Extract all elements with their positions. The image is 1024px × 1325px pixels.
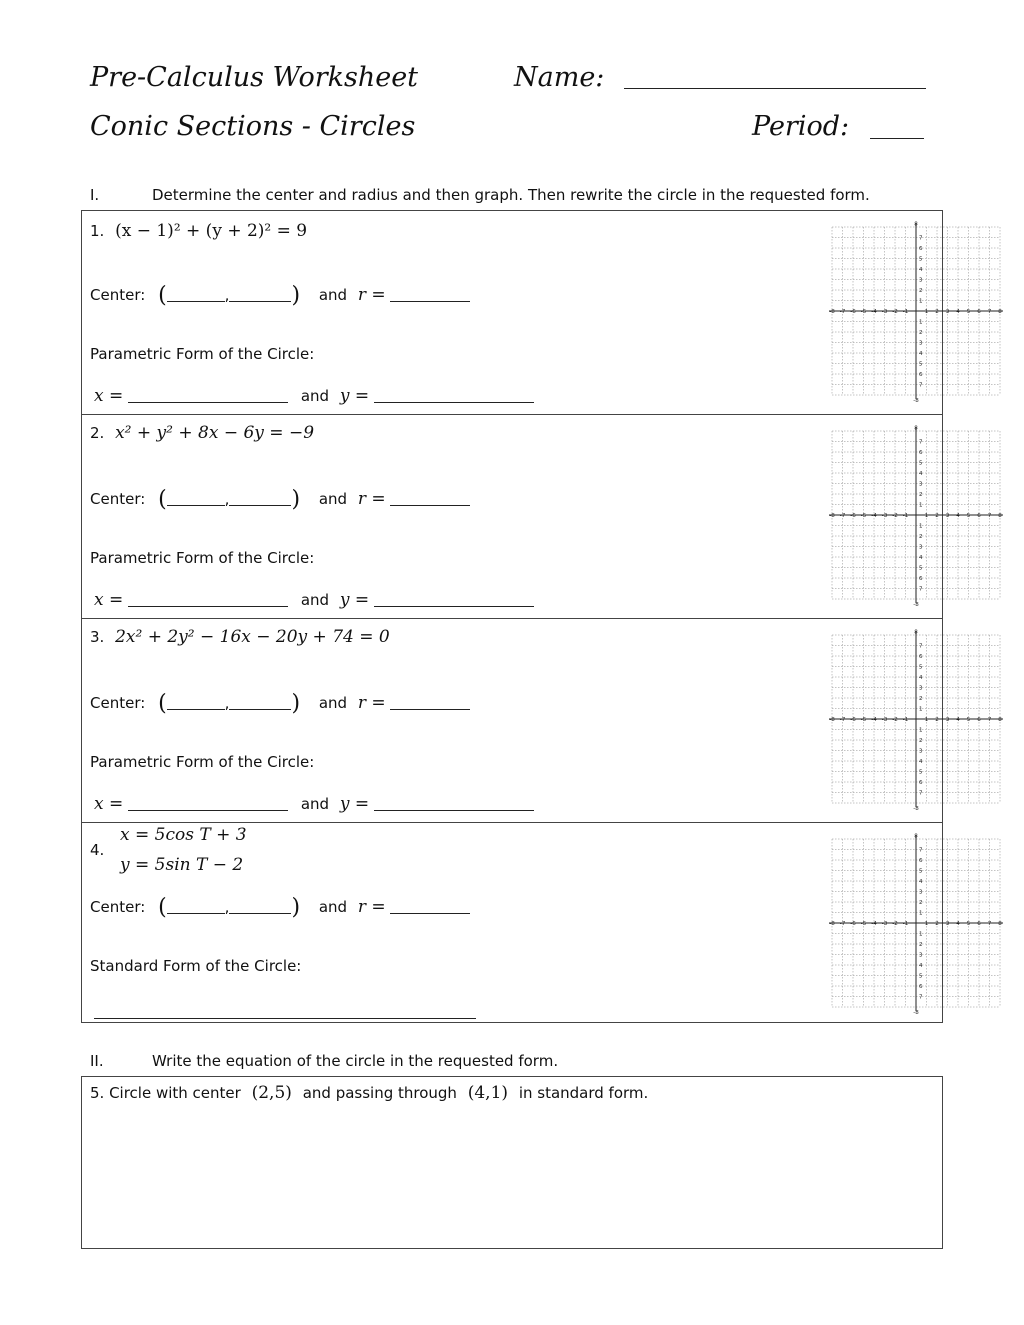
x-tick-label: -1 xyxy=(902,717,909,724)
problem-equation-y: y = 5sin T − 2 xyxy=(120,855,244,875)
problem-number: 4. xyxy=(90,841,105,859)
and-label: and xyxy=(300,795,330,813)
y-tick-label: 6 xyxy=(919,984,923,990)
y-tick-label: 2 xyxy=(919,330,923,336)
y-blank[interactable] xyxy=(374,796,534,811)
y-tick-label: 8 xyxy=(914,221,918,228)
y-tick-label: 5 xyxy=(919,460,923,467)
y-label: y = xyxy=(339,794,370,814)
problem-5-middle: and passing through xyxy=(302,1084,457,1102)
y-tick-label: 4 xyxy=(919,963,923,969)
y-tick-label: 5 xyxy=(919,769,923,776)
x-tick-label: 3 xyxy=(945,513,950,520)
problem-number: 1. xyxy=(90,222,105,240)
section-1-numeral: I. xyxy=(90,186,100,204)
x-label: x = xyxy=(94,794,124,814)
x-tick-label: 4 xyxy=(956,309,960,316)
center-label: Center: xyxy=(90,694,146,712)
x-tick-label: -5 xyxy=(860,717,867,724)
radius-blank[interactable] xyxy=(390,491,470,506)
y-tick-label: 3 xyxy=(919,952,923,959)
x-tick-label: 4 xyxy=(956,513,960,520)
y-tick-label: 2 xyxy=(919,534,923,540)
y-tick-label: 1 xyxy=(919,931,923,938)
x-tick-label: -7 xyxy=(839,309,846,316)
x-tick-label: 7 xyxy=(987,921,992,928)
x-tick-label: 6 xyxy=(977,921,981,928)
center-label: Center: xyxy=(90,898,146,916)
y-tick-label: -8 xyxy=(913,806,919,811)
y-tick-label: 4 xyxy=(919,555,923,561)
x-tick-label: -3 xyxy=(881,309,888,316)
radius-label: r = xyxy=(357,897,386,917)
coordinate-grid[interactable] xyxy=(828,627,1008,811)
radius-blank[interactable] xyxy=(390,899,470,914)
y-tick-label: 1 xyxy=(919,298,923,305)
x-blank[interactable] xyxy=(128,796,288,811)
x-blank[interactable] xyxy=(128,592,288,607)
x-tick-label: 6 xyxy=(977,717,981,724)
y-tick-label: 3 xyxy=(919,340,923,347)
y-tick-label: -8 xyxy=(913,398,919,403)
x-tick-label: -6 xyxy=(850,309,856,316)
x-tick-label: 1 xyxy=(924,309,929,316)
y-tick-label: 2 xyxy=(919,492,923,498)
x-tick-label: -6 xyxy=(850,717,856,724)
center-y-blank[interactable] xyxy=(229,491,291,506)
y-tick-label: 3 xyxy=(919,685,923,692)
center-x-blank[interactable] xyxy=(167,491,225,506)
problem-equation: (x − 1)² + (y + 2)² = 9 xyxy=(115,221,308,241)
y-tick-label: 6 xyxy=(919,576,923,582)
x-tick-label: -5 xyxy=(860,513,867,520)
x-tick-label: 5 xyxy=(966,717,971,724)
x-tick-label: 8 xyxy=(998,921,1002,928)
y-tick-label: 5 xyxy=(919,664,923,671)
x-tick-label: 7 xyxy=(987,513,992,520)
radius-label: r = xyxy=(357,285,386,305)
and-label: and xyxy=(318,490,348,508)
y-tick-label: 2 xyxy=(919,288,923,294)
y-tick-label: 7 xyxy=(919,439,923,446)
form-label: Parametric Form of the Circle: xyxy=(90,549,315,567)
center-y-blank[interactable] xyxy=(229,287,291,302)
y-tick-label: 3 xyxy=(919,748,923,755)
y-tick-label: 6 xyxy=(919,654,923,660)
worksheet-title: Pre-Calculus Worksheet xyxy=(90,62,419,93)
y-blank[interactable] xyxy=(374,388,534,403)
x-tick-label: -8 xyxy=(829,921,835,928)
problem-5-suffix: in standard form. xyxy=(518,1084,649,1102)
standard-form-blank[interactable] xyxy=(94,1004,476,1019)
y-tick-label: -8 xyxy=(913,602,919,607)
x-label: x = xyxy=(94,590,124,610)
x-tick-label: 2 xyxy=(935,717,939,724)
y-tick-label: 4 xyxy=(919,879,923,885)
section-2-heading xyxy=(90,1052,950,1072)
y-label: y = xyxy=(339,386,370,406)
y-tick-label: 4 xyxy=(919,759,923,765)
y-tick-label: 5 xyxy=(919,565,923,572)
x-tick-label: 8 xyxy=(998,513,1002,520)
center-y-blank[interactable] xyxy=(229,899,291,914)
x-tick-label: -4 xyxy=(871,717,877,724)
x-tick-label: -1 xyxy=(902,309,909,316)
x-tick-label: -5 xyxy=(860,309,867,316)
x-tick-label: -8 xyxy=(829,513,835,520)
x-tick-label: 2 xyxy=(935,309,939,316)
x-tick-label: 1 xyxy=(924,513,929,520)
y-tick-label: 1 xyxy=(919,502,923,509)
problem-equation: 2x² + 2y² − 16x − 20y + 74 = 0 xyxy=(115,627,390,647)
y-tick-label: 1 xyxy=(919,523,923,530)
x-label: x = xyxy=(94,386,124,406)
x-tick-label: -2 xyxy=(892,309,898,316)
form-label: Parametric Form of the Circle: xyxy=(90,753,315,771)
x-tick-label: -4 xyxy=(871,921,877,928)
x-tick-label: 6 xyxy=(977,513,981,520)
x-tick-label: 8 xyxy=(998,309,1002,316)
y-tick-label: 4 xyxy=(919,267,923,273)
x-tick-label: -4 xyxy=(871,309,877,316)
section-1-table xyxy=(81,210,1002,1023)
x-tick-label: -6 xyxy=(850,921,856,928)
x-tick-label: 4 xyxy=(956,717,960,724)
center-x-blank[interactable] xyxy=(167,287,225,302)
y-tick-label: 8 xyxy=(914,833,918,840)
x-tick-label: -6 xyxy=(850,513,856,520)
y-tick-label: 5 xyxy=(919,361,923,368)
x-tick-label: -1 xyxy=(902,921,909,928)
y-tick-label: 5 xyxy=(919,973,923,980)
center-label: Center: xyxy=(90,490,146,508)
problem-5-center: (2,5) xyxy=(251,1083,292,1103)
x-tick-label: 3 xyxy=(945,717,950,724)
x-tick-label: -2 xyxy=(892,513,898,520)
x-tick-label: 2 xyxy=(935,513,939,520)
x-tick-label: 5 xyxy=(966,309,971,316)
problem-row-1: 1. (x − 1)² + (y + 2)² = 9 Center: ( , ) and r = Parametric Form of the Circle: x = and y = -8 -7 -6 -5 -4 -3 -2 -1 1 2 3 4 5 6 7 8 8 7 6 5 4 3 2 1 1 2 3 4 5 6 7 -8 xyxy=(82,211,942,415)
y-tick-label: 5 xyxy=(919,256,923,263)
period-label: Period: xyxy=(752,111,850,142)
y-tick-label: 7 xyxy=(919,847,923,854)
period-field-line[interactable] xyxy=(870,138,924,139)
y-tick-label: 8 xyxy=(914,629,918,636)
y-tick-label: 7 xyxy=(919,790,923,797)
problem-5-prefix: 5. Circle with center xyxy=(90,1084,241,1102)
y-blank[interactable] xyxy=(374,592,534,607)
y-tick-label: 2 xyxy=(919,942,923,948)
and-label: and xyxy=(318,898,348,916)
y-tick-label: 2 xyxy=(919,738,923,744)
x-tick-label: -7 xyxy=(839,513,846,520)
x-tick-label: 1 xyxy=(924,717,929,724)
x-tick-label: 6 xyxy=(977,309,981,316)
y-tick-label: 3 xyxy=(919,277,923,284)
problem-equation: x² + y² + 8x − 6y = −9 xyxy=(115,423,315,443)
name-field-line[interactable] xyxy=(624,88,926,89)
y-tick-label: 7 xyxy=(919,235,923,242)
y-tick-label: 5 xyxy=(919,868,923,875)
x-tick-label: -2 xyxy=(892,717,898,724)
coordinate-grid[interactable] xyxy=(828,831,1008,1015)
section-2-instruction: Write the equation of the circle in the requested form. xyxy=(152,1052,559,1070)
form-label: Standard Form of the Circle: xyxy=(90,957,302,975)
y-tick-label: 4 xyxy=(919,675,923,681)
and-label: and xyxy=(318,694,348,712)
center-y-blank[interactable] xyxy=(229,695,291,710)
y-tick-label: -8 xyxy=(913,1010,919,1015)
y-tick-label: 4 xyxy=(919,351,923,357)
x-tick-label: -5 xyxy=(860,921,867,928)
y-tick-label: 7 xyxy=(919,994,923,1001)
y-tick-label: 6 xyxy=(919,858,923,864)
radius-blank[interactable] xyxy=(390,695,470,710)
x-tick-label: -8 xyxy=(829,717,835,724)
y-tick-label: 8 xyxy=(914,425,918,432)
problem-row-4: x = 5cos T + 3 4. y = 5sin T − 2 Center: ( , ) and r = Standard Form of the Circle: -8 -7 -6 -5 -4 -3 -2 -1 1 2 3 4 5 6 7 8 8 7 6 5 4 3 2 1 1 2 3 4 5 6 7 -8 xyxy=(82,823,942,1023)
problem-row-3: 3. 2x² + 2y² − 16x − 20y + 74 = 0 Center: ( , ) and r = Parametric Form of the Circle: x = and y = -8 -7 -6 -5 -4 -3 -2 -1 1 2 3 4 5 6 7 8 8 7 6 5 4 3 2 1 1 2 3 4 5 6 7 -8 xyxy=(82,619,942,823)
x-tick-label: 7 xyxy=(987,717,992,724)
y-tick-label: 6 xyxy=(919,780,923,786)
coordinate-grid[interactable] xyxy=(828,219,1008,403)
problem-5-box[interactable] xyxy=(81,1076,943,1249)
y-tick-label: 1 xyxy=(919,319,923,326)
radius-label: r = xyxy=(357,489,386,509)
x-tick-label: -1 xyxy=(902,513,909,520)
y-label: y = xyxy=(339,590,370,610)
center-x-blank[interactable] xyxy=(167,899,225,914)
x-tick-label: -7 xyxy=(839,717,846,724)
x-tick-label: 4 xyxy=(956,921,960,928)
problem-number: 2. xyxy=(90,424,105,442)
y-tick-label: 1 xyxy=(919,727,923,734)
problem-5-point: (4,1) xyxy=(467,1083,509,1103)
worksheet-subtitle: Conic Sections - Circles xyxy=(90,111,416,142)
y-tick-label: 7 xyxy=(919,382,923,389)
section-1-heading xyxy=(90,186,950,206)
form-label: Parametric Form of the Circle: xyxy=(90,345,315,363)
y-tick-label: 2 xyxy=(919,696,923,702)
y-tick-label: 6 xyxy=(919,246,923,252)
x-tick-label: 5 xyxy=(966,513,971,520)
y-tick-label: 1 xyxy=(919,910,923,917)
center-label: Center: xyxy=(90,286,146,304)
x-tick-label: 3 xyxy=(945,921,950,928)
section-1-instruction: Determine the center and radius and then graph. Then rewrite the circle in the requested form. xyxy=(152,186,870,204)
x-tick-label: 2 xyxy=(935,921,939,928)
y-tick-label: 7 xyxy=(919,586,923,593)
and-label: and xyxy=(300,591,330,609)
radius-label: r = xyxy=(357,693,386,713)
y-tick-label: 2 xyxy=(919,900,923,906)
x-tick-label: 1 xyxy=(924,921,929,928)
and-label: and xyxy=(300,387,330,405)
coordinate-grid[interactable] xyxy=(828,423,1008,607)
problem-equation-x: x = 5cos T + 3 xyxy=(120,825,247,845)
problem-number: 3. xyxy=(90,628,105,646)
x-tick-label: -4 xyxy=(871,513,877,520)
radius-blank[interactable] xyxy=(390,287,470,302)
x-tick-label: 7 xyxy=(987,309,992,316)
x-blank[interactable] xyxy=(128,388,288,403)
and-label: and xyxy=(318,286,348,304)
problem-row-2: 2. x² + y² + 8x − 6y = −9 Center: ( , ) and r = Parametric Form of the Circle: x = and y = -8 -7 -6 -5 -4 -3 -2 -1 1 2 3 4 5 6 7 8 8 7 6 5 4 3 2 1 1 2 3 4 5 6 7 -8 xyxy=(82,415,942,619)
name-label: Name: xyxy=(514,62,605,93)
x-tick-label: -3 xyxy=(881,513,888,520)
x-tick-label: -8 xyxy=(829,309,835,316)
y-tick-label: 6 xyxy=(919,450,923,456)
y-tick-label: 3 xyxy=(919,481,923,488)
y-tick-label: 3 xyxy=(919,544,923,551)
y-tick-label: 3 xyxy=(919,889,923,896)
x-tick-label: -3 xyxy=(881,717,888,724)
x-tick-label: 3 xyxy=(945,309,950,316)
y-tick-label: 6 xyxy=(919,372,923,378)
x-tick-label: 8 xyxy=(998,717,1002,724)
y-tick-label: 7 xyxy=(919,643,923,650)
y-tick-label: 4 xyxy=(919,471,923,477)
section-2-numeral: II. xyxy=(90,1052,104,1070)
x-tick-label: -2 xyxy=(892,921,898,928)
x-tick-label: 5 xyxy=(966,921,971,928)
x-tick-label: -7 xyxy=(839,921,846,928)
center-x-blank[interactable] xyxy=(167,695,225,710)
y-tick-label: 1 xyxy=(919,706,923,713)
x-tick-label: -3 xyxy=(881,921,888,928)
